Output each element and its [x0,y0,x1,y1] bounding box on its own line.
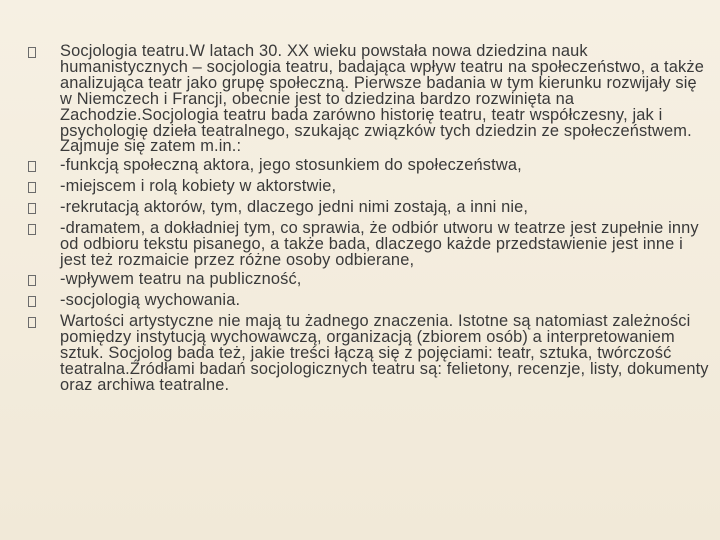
bullet-item [28,177,712,198]
bullet-item [28,219,712,270]
bullet-item [28,198,712,219]
bullet-text: -miejscem i rolą kobiety w aktorstwie, [60,177,337,196]
bullet-list [28,42,712,395]
bullet-icon [28,42,60,63]
bullet-item [28,270,712,291]
bullet-icon [28,291,60,312]
bullet-icon [28,219,60,240]
bullet-text: -rekrutacją aktorów, tym, dlaczego jedni nimi zostają, a inni nie, [60,198,529,217]
bullet-icon [28,270,60,291]
bullet-text: -wpływem teatru na publiczność, [60,270,302,289]
bullet-icon [28,156,60,177]
bullet-item [28,156,712,177]
bullet-text: -dramatem, a dokładniej tym, co sprawia, że odbiór utworu w teatrze jest zupełnie inny od odbioru tekstu pisanego, a także bada, dlaczego każde przedstawienie jest inne i jest też rozmaicie przez różne osoby odbierane, [60,219,699,270]
bullet-item [28,42,712,156]
bullet-text: -socjologią wychowania. [60,291,241,310]
bullet-item [28,312,712,395]
bullet-text: Wartości artystyczne nie mają tu żadnego znaczenia. Istotne są natomiast zależności pomiędzy instytucją wychowawczą, organizacją (zbiorem osób) a interpretowaniem sztuk. Socjolog bada też, jakie treści łączą się z pojęciami: teatr, sztuka, twórczość teatralna.Źródłami badań socjologicznych teatru są: felietony, recenzje, listy, dokumenty oraz archiwa teatralne. [60,312,709,394]
bullet-icon [28,312,60,333]
bullet-text: -funkcją społeczną aktora, jego stosunkiem do społeczeństwa, [60,156,522,175]
bullet-item [28,291,712,312]
bullet-text: Socjologia teatru.W latach 30. XX wieku powstała nowa dziedzina nauk humanistycznych – socjologia teatru, badająca wpływ teatru na społeczeństwo, a także analizująca teatr jako grupę społeczną. Pierwsze badania w tym kierunku rozwijały się w Niemczech i Francji, obecnie jest to dziedzina bardzo rozwinięta na Zachodzie.Socjologia teatru bada zarówno historię teatru, teatr współczesny, jak i psychologię dzieła teatralnego, szukając związków tych dziedzin ze społeczeństwem. Zajmuje się zatem m.in.: [60,42,704,156]
bullet-icon [28,198,60,219]
bullet-icon [28,177,60,198]
